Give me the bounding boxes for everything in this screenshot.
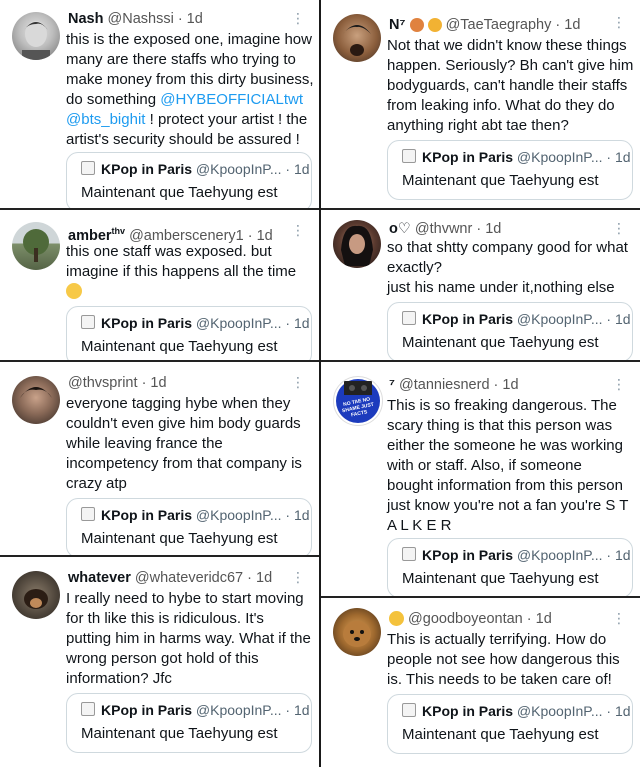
quoted-tweet[interactable]: KPop in Paris @KpoopInP... · 1d Maintenant que Taehyung est (66, 152, 312, 208)
more-icon[interactable]: ⋮ (612, 14, 626, 30)
quote-name: KPop in Paris (101, 161, 193, 177)
handle[interactable]: @amberscenery1 (129, 227, 244, 244)
quoted-tweet[interactable]: KPop in Paris @KpoopInP... · 1d Maintenant que Taehyung est (66, 498, 312, 555)
tweet-header (68, 10, 203, 28)
more-icon[interactable]: ⋮ (291, 569, 305, 585)
left-column (0, 0, 319, 767)
avatar[interactable] (12, 376, 60, 424)
avatar[interactable] (333, 608, 381, 656)
timestamp[interactable]: · 1d (555, 17, 581, 33)
handle[interactable]: @TaeTaegraphy (445, 17, 552, 33)
quote-avatar-icon (402, 149, 416, 163)
more-icon[interactable]: ⋮ (612, 610, 626, 626)
timestamp[interactable]: · 1d (177, 11, 203, 27)
timestamp[interactable]: · 1d (247, 227, 273, 244)
timestamp[interactable]: · 1d (141, 375, 167, 391)
display-name[interactable]: ⁷ (389, 377, 395, 393)
quote-avatar-icon (402, 703, 416, 717)
tweet-header (389, 376, 519, 394)
tweet-card[interactable] (321, 362, 640, 596)
tweet-text: Not that we didn't know these things happen. Seriously? Bh can't give him bodyguards, can't handle their staffs from leaking info. What do they do anything right abt tae then? (387, 37, 634, 134)
avatar-badge-text: NO TAE NO SHAME JUST FACTS (341, 396, 375, 419)
tweet-text: this one staff was exposed. but imagine if this happens all the time (66, 242, 314, 302)
tweet-card[interactable] (0, 210, 319, 360)
display-name[interactable]: N⁷ (389, 17, 406, 33)
tweet-card[interactable] (0, 557, 319, 767)
handle[interactable]: @thvsprint (68, 375, 138, 391)
worried-emoji-icon (389, 611, 404, 626)
quoted-tweet[interactable]: KPop in Paris @KpoopInP... · 1d Maintenant que Taehyung est (387, 538, 633, 596)
tweet-text: This is so freaking dangerous. The scary thing is that this person was either the someone he was working with or staff. Also, if someone bought information from this person just know you're not a fan you're S T A L K E R (387, 397, 629, 534)
quote-avatar-icon (81, 161, 95, 175)
display-name[interactable]: amber (68, 227, 112, 244)
quote-avatar-icon (81, 702, 95, 716)
handle[interactable]: @thvwnr (414, 221, 473, 237)
more-icon[interactable]: ⋮ (291, 222, 305, 238)
display-name[interactable]: Nash (68, 11, 104, 27)
handle[interactable]: @goodboyeontan (408, 611, 523, 627)
mention-link[interactable]: @HYBEOFFICIALtwt (160, 91, 303, 108)
quoted-tweet[interactable]: KPop in Paris @KpoopInP... · 1d Maintenant que Taehyung est (66, 306, 312, 360)
quote-text: Maintenant que Taehyung est (81, 184, 278, 201)
tiger-emoji-icon (428, 18, 442, 32)
timestamp[interactable]: · 1d (476, 221, 502, 237)
avatar-portrait-icon (333, 220, 381, 268)
handle[interactable]: @whateveridc67 (134, 570, 244, 586)
tweet-header (389, 220, 501, 238)
handle[interactable]: @Nashssi (107, 11, 174, 27)
more-icon[interactable]: ⋮ (291, 374, 305, 390)
more-icon[interactable]: ⋮ (612, 376, 626, 392)
avatar-portrait-icon (12, 376, 60, 424)
timestamp[interactable]: · 1d (493, 377, 519, 393)
avatar[interactable] (333, 14, 381, 62)
tweet-header (68, 374, 167, 392)
avatar-dog-icon (333, 608, 381, 656)
tweet-card[interactable] (0, 0, 319, 208)
right-column (321, 0, 640, 767)
timestamp[interactable]: · 1d (247, 570, 273, 586)
quote-avatar-icon (402, 547, 416, 561)
tweet-card[interactable] (0, 362, 319, 555)
tweet-card[interactable] (321, 210, 640, 360)
quoted-tweet[interactable]: KPop in Paris @KpoopInP... · 1d Maintenant que Taehyung est (387, 140, 633, 200)
avatar[interactable] (333, 220, 381, 268)
bear-emoji-icon (410, 18, 424, 32)
tweet-text: This is actually terrifying. How do people not see how dangerous this is. This needs to be taken care of! (387, 631, 620, 688)
avatar[interactable] (12, 222, 60, 270)
timestamp[interactable]: · 1d (526, 611, 552, 627)
more-icon[interactable]: ⋮ (291, 10, 305, 26)
avatar-tree-icon (12, 222, 60, 270)
avatar-portrait-icon (12, 12, 60, 60)
display-name[interactable]: whatever (68, 570, 131, 586)
avatar-dog-icon (12, 571, 60, 619)
quote-avatar-icon (81, 507, 95, 521)
tweet-header (68, 569, 272, 587)
avatar[interactable] (333, 376, 383, 426)
tweet-text: everyone tagging hybe when they couldn't even give him body guards while leaving france the incompetency from that company is crazy atp (66, 395, 302, 492)
display-name[interactable]: o♡ (389, 221, 411, 237)
quoted-tweet[interactable]: KPop in Paris @KpoopInP... · 1d Maintenant que Taehyung est (387, 302, 633, 360)
tweet-header (389, 16, 580, 34)
tweet-text: this is the exposed one, imagine how many are there staffs who trying to make money from this dirty business, do something @HYBEOFFICIALtwt @bts_bighit ! protect your artist ! the artist's security should be assured ! (66, 31, 314, 148)
mention-link[interactable]: @bts_bighit (66, 111, 146, 128)
more-icon[interactable]: ⋮ (612, 220, 626, 236)
quoted-tweet[interactable]: KPop in Paris @KpoopInP... · 1d Maintenant que Taehyung est (387, 694, 633, 754)
avatar[interactable] (12, 12, 60, 60)
quote-avatar-icon (402, 311, 416, 325)
avatar-portrait-icon (333, 14, 381, 62)
avatar[interactable] (12, 571, 60, 619)
quote-avatar-icon (81, 315, 95, 329)
tweet-card[interactable] (321, 0, 640, 208)
expressionless-emoji-icon (66, 283, 82, 299)
handle[interactable]: @tanniesnerd (399, 377, 490, 393)
tweet-text: so that shtty company good for what exactly? just his name under it,nothing else (387, 239, 628, 296)
quoted-tweet[interactable]: KPop in Paris @KpoopInP... · 1d Maintenant que Taehyung est (66, 693, 312, 753)
tweet-header (389, 610, 552, 628)
tweet-header: amber$^{thv}$ @amberscenery1 · 1d (68, 226, 273, 244)
tweet-card[interactable] (321, 598, 640, 767)
tweet-text: I really need to hybe to start moving for th like this is ridiculous. It's putting him in harms way. What if the wrong person got hold of this information? Jfc (66, 590, 311, 687)
